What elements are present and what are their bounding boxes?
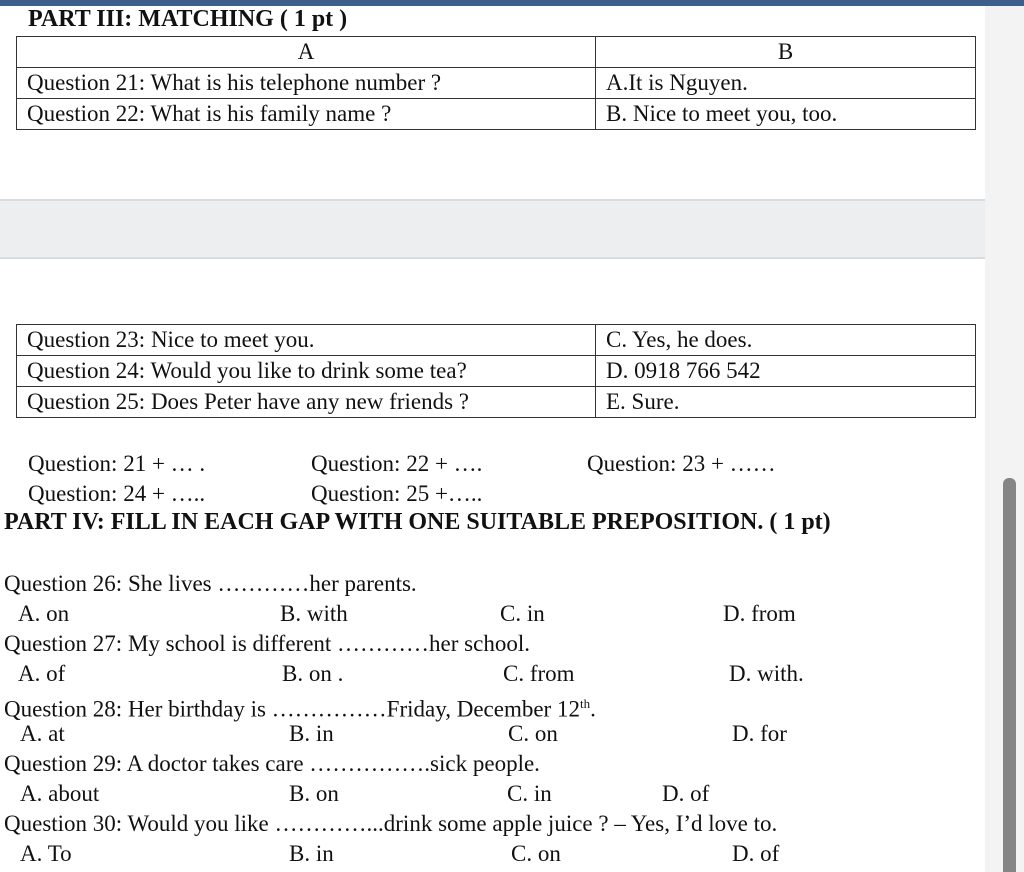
option-d: D. for	[732, 721, 787, 746]
option-c: C. in	[500, 601, 545, 626]
table-header-row	[17, 37, 976, 68]
table-row	[17, 387, 976, 418]
table-row	[17, 325, 976, 356]
question-30: Question 30: Would you like …………...drink some apple juice ? – Yes, I’d love to.	[4, 811, 778, 836]
question-27: Question 27: My school is different …………her school.	[4, 631, 530, 656]
question-cell: Question 23: Nice to meet you.	[17, 325, 596, 356]
option-c: C. from	[503, 661, 575, 686]
option-b: B. on	[289, 781, 339, 806]
option-b: B. in	[289, 841, 334, 866]
option-a: A. on	[18, 601, 70, 626]
option-c: C. on	[511, 841, 561, 866]
matching-table-top	[16, 36, 976, 130]
option-c: C. in	[507, 781, 552, 806]
column-b-header: B	[596, 37, 976, 68]
option-d: D. of	[662, 781, 710, 806]
answer-line-23: Question: 23 + ……	[587, 451, 776, 476]
option-d: D. from	[723, 601, 796, 626]
part4-heading: PART IV: FILL IN EACH GAP WITH ONE SUITABLE PREPOSITION. ( 1 pt)	[4, 509, 831, 535]
option-a: A. about	[20, 781, 100, 806]
option-d: D. with.	[729, 661, 804, 686]
option-a: A. at	[20, 721, 65, 746]
option-c: C. on	[508, 721, 558, 746]
vertical-scrollbar-thumb[interactable]	[1003, 478, 1016, 872]
answer-cell: E. Sure.	[596, 387, 976, 418]
question-28	[4, 690, 596, 724]
answer-line-21: Question: 21 + … .	[28, 451, 206, 476]
column-a-header: A	[17, 37, 596, 68]
question-cell: Question 21: What is his telephone number ?	[17, 68, 596, 99]
option-b: B. in	[289, 721, 334, 746]
answer-line-25: Question: 25 +…..	[311, 481, 483, 506]
table-row	[17, 68, 976, 99]
part3-heading: PART III: MATCHING ( 1 pt )	[28, 6, 348, 32]
page-break-gap	[0, 199, 985, 259]
question-28-tail: .	[590, 696, 596, 722]
option-a: A. To	[20, 841, 72, 866]
question-26: Question 26: She lives …………her parents.	[4, 571, 417, 596]
table-row	[17, 99, 976, 130]
option-b: B. on .	[282, 661, 344, 686]
option-a: A. of	[18, 661, 66, 686]
answer-cell: D. 0918 766 542	[596, 356, 976, 387]
answer-line-22: Question: 22 + ….	[311, 451, 483, 476]
table-row	[17, 356, 976, 387]
answer-cell: B. Nice to meet you, too.	[596, 99, 976, 130]
answer-cell: A.It is Nguyen.	[596, 68, 976, 99]
matching-table-bottom	[16, 324, 976, 418]
question-cell: Question 24: Would you like to drink some tea?	[17, 356, 596, 387]
answer-cell: C. Yes, he does.	[596, 325, 976, 356]
question-cell: Question 22: What is his family name ?	[17, 99, 596, 130]
option-b: B. with	[280, 601, 348, 626]
ordinal-suffix: th	[579, 696, 591, 711]
answer-line-24: Question: 24 + …..	[28, 481, 206, 506]
question-28-text: Question 28: Her birthday is ……………Friday, December 12	[4, 696, 580, 722]
question-29: Question 29: A doctor takes care …………….sick people.	[4, 751, 540, 776]
option-d: D. of	[732, 841, 780, 866]
question-cell: Question 25: Does Peter have any new friends ?	[17, 387, 596, 418]
